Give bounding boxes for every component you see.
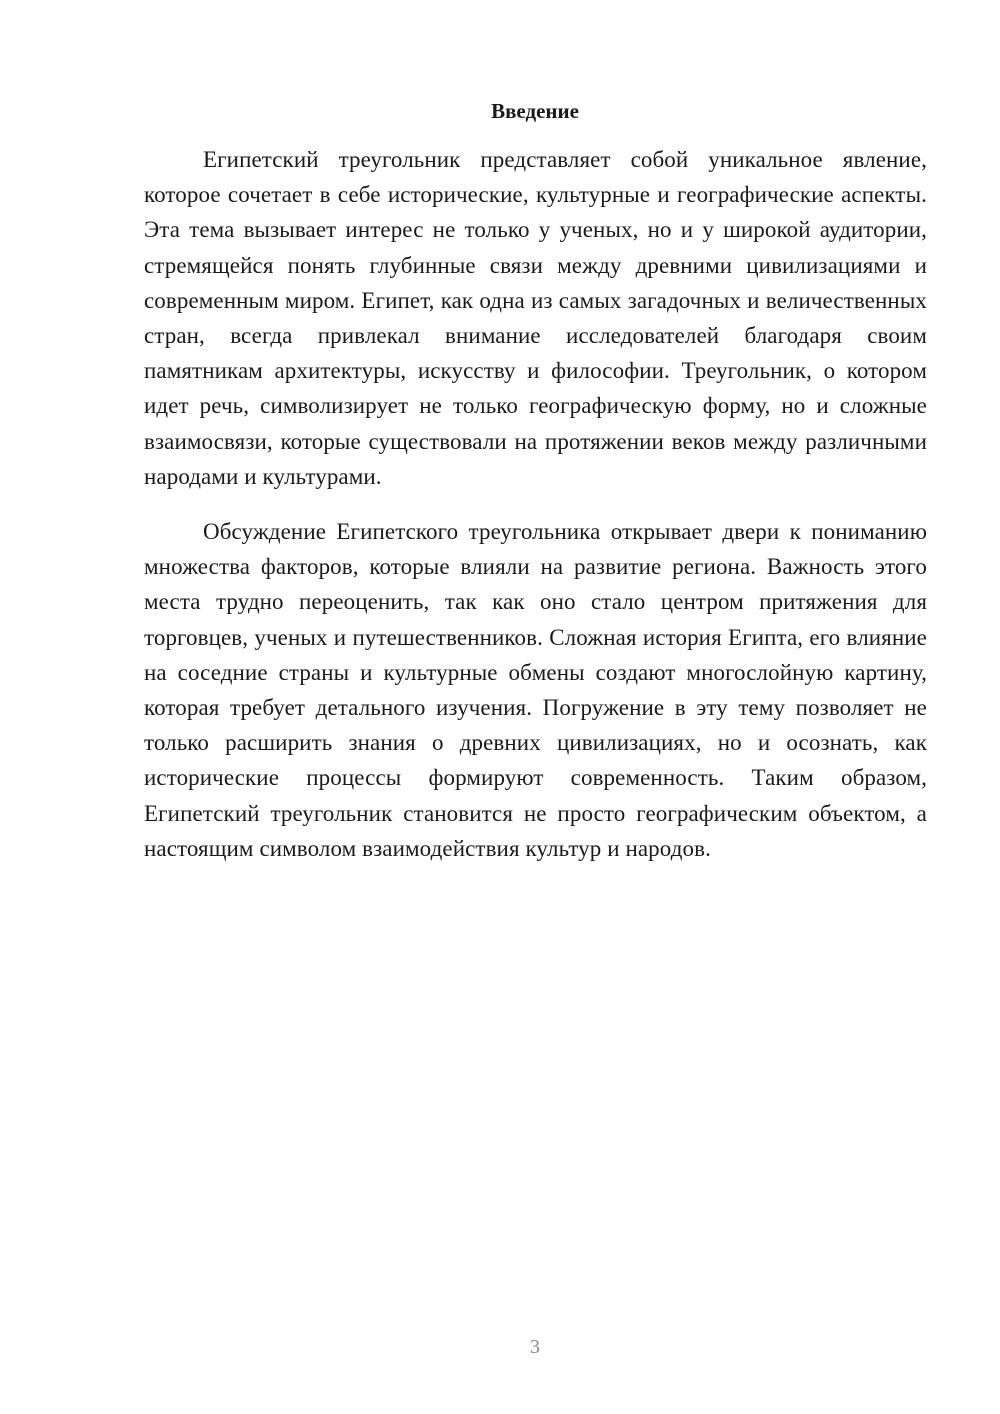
page-number: 3	[530, 1336, 540, 1358]
section-heading: Введение	[491, 99, 579, 123]
body-text	[144, 142, 927, 866]
paragraph-1: Египетский треугольник представляет собой уникальное явление, которое сочетает в себе исторические, культурные и географические аспекты. Эта тема вызывает интерес не только у ученых, но и у широкой аудитории, стремящейся понять глубинные связи между древними цивилизациями и современным миром. Египет, как одна из самых загадочных и величественных стран, всегда привлекал внимание исследователей благодаря своим памятникам архитектуры, искусству и философии. Треугольник, о котором идет речь, символизирует не только географическую форму, но и сложные взаимосвязи, которые существовали на протяжении веков между различными народами и культурами.	[144, 147, 927, 489]
paragraph-2: Обсуждение Египетского треугольника открывает двери к пониманию множества факторов, которые влияли на развитие региона. Важность этого места трудно переоценить, так как оно стало центром притяжения для торговцев, ученых и путешественников. Сложная история Египта, его влияние на соседние страны и культурные обмены создают многослойную картину, которая требует детального изучения. Погружение в эту тему позволяет не только расширить знания о древних цивилизациях, но и осознать, как исторические процессы формируют современность. Таким образом, Египетский треугольник становится не просто географическим объектом, а настоящим символом взаимодействия культур и народов.	[144, 519, 927, 861]
